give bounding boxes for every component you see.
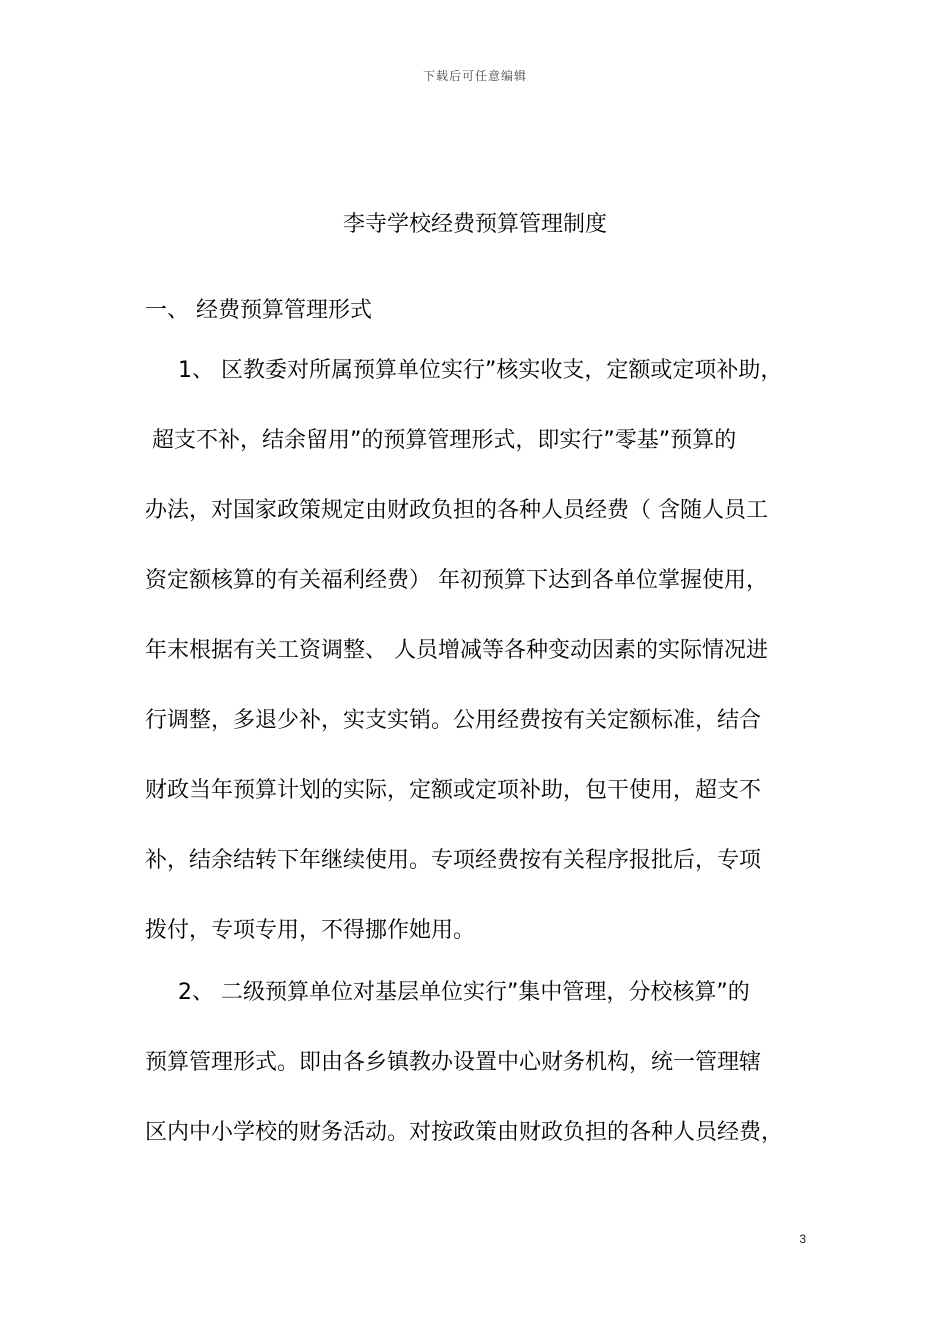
paragraph-line: 1、 区教委对所属预算单位实行”核实收支，定额或定项补助， xyxy=(178,358,783,383)
paragraph-line: 超支不补，结余留用”的预算管理形式，即实行”零基”预算的 xyxy=(152,428,737,453)
paragraph-line: 补，结余结转下年继续使用。专项经费按有关程序报批后，专项 xyxy=(145,848,762,873)
paragraph-line: 行调整，多退少补，实支实销。公用经费按有关定额标准，结合 xyxy=(145,708,762,733)
paragraph-line: 资定额核算的有关福利经费） 年初预算下达到各单位掌握使用， xyxy=(145,568,768,593)
paragraph-line: 预算管理形式。即由各乡镇教办设置中心财务机构，统一管理辖 xyxy=(145,1050,762,1075)
paragraph-line: 区内中小学校的财务活动。对按政策由财政负担的各种人员经费， xyxy=(145,1120,784,1145)
paragraph-line: 财政当年预算计划的实际，定额或定项补助，包干使用，超支不 xyxy=(145,778,762,803)
paragraph-line: 2、 二级预算单位对基层单位实行”集中管理，分校核算”的 xyxy=(178,980,750,1005)
document-title: 李寺学校经费预算管理制度 xyxy=(342,212,607,237)
paragraph-line: 拨付，专项专用，不得挪作她用。 xyxy=(145,918,476,943)
header-note: 下载后可任意编辑 xyxy=(422,69,527,83)
paragraph-line: 办法，对国家政策规定由财政负担的各种人员经费（ 含随人员工 xyxy=(145,498,768,523)
page-number: 3 xyxy=(799,1232,806,1246)
paragraph-line: 年末根据有关工资调整、 人员增减等各种变动因素的实际情况进 xyxy=(145,638,768,663)
section-heading: 一、 经费预算管理形式 xyxy=(145,298,372,323)
